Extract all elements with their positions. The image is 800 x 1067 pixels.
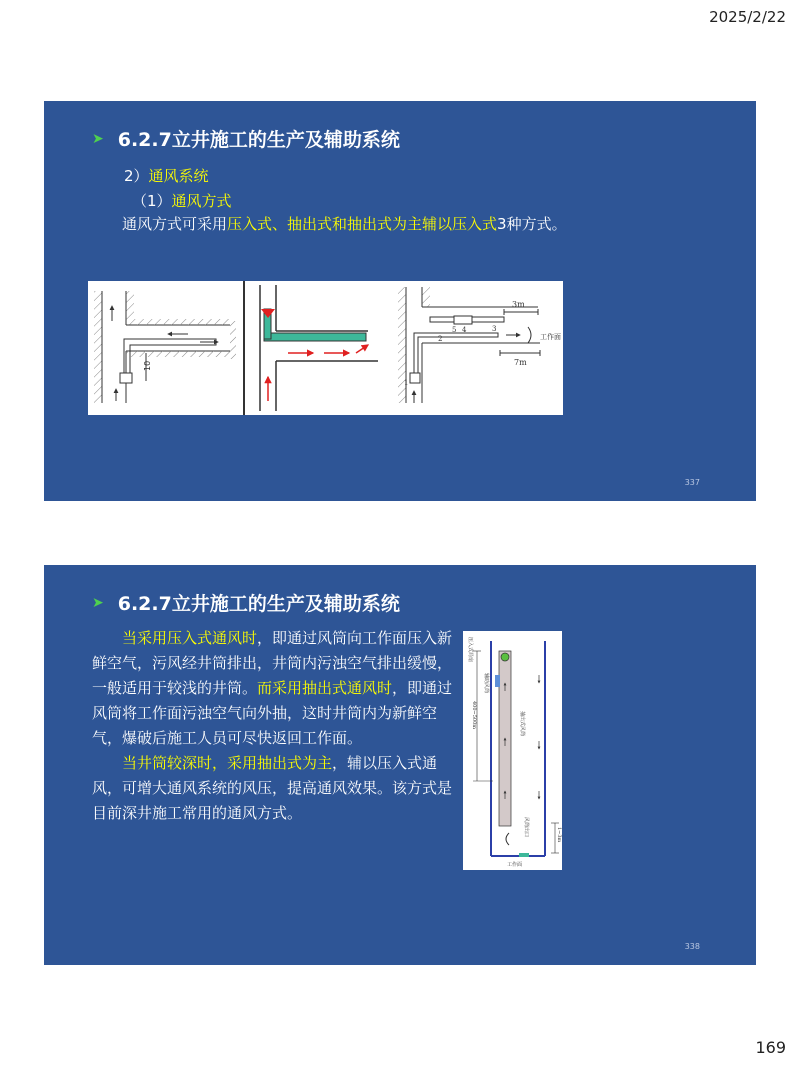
fig2-label-bottom: 工作面: [507, 862, 523, 868]
deep-shaft-ventilation-figure: [463, 631, 562, 870]
bullet-arrow-icon: ➤: [92, 130, 104, 147]
para-text-a: 通风方式可采用: [122, 215, 228, 233]
fig1-label-5: 5: [452, 326, 457, 334]
fig1-label-10: 10: [143, 360, 152, 371]
slide-337: [44, 101, 756, 501]
slide-title: [92, 589, 400, 616]
section-heading-highlight: 通风系统: [148, 167, 209, 185]
ventilation-methods-paragraph: [92, 212, 572, 237]
fig1-label-1: 1: [404, 379, 409, 387]
ventilation-description: [92, 626, 455, 826]
section-heading: [124, 164, 209, 189]
fig1-label-3m: 3m: [512, 300, 525, 309]
fig2-label-top: 压入式局扇: [467, 637, 473, 663]
slide-title: [92, 125, 400, 152]
ventilation-methods-figure: [88, 281, 563, 415]
slide-title-text: 6.2.7立井施工的生产及辅助系统: [117, 593, 400, 615]
subsection-number: （1）: [132, 192, 172, 210]
fig1-label-3: 3: [492, 325, 497, 333]
para-highlight: 压入式、抽出式和抽出式为主辅以压入式: [227, 215, 498, 233]
subsection-heading: [132, 189, 232, 214]
combined-ventilation-panel: [398, 287, 561, 403]
ventilation-diagram: [88, 281, 563, 415]
fig2-label-mid: 抽出式风筒: [519, 711, 525, 737]
fig1-label-4: 4: [462, 326, 467, 334]
para-text-b: 3种方式。: [497, 215, 567, 233]
fig2-label-bottom-right: 1~3m: [556, 827, 562, 843]
para1-highlight-2: 而采用抽出式通风时: [257, 679, 393, 697]
para2-text: ，辅以压入式通风，可增大通风系统的风压，提高通风效果。该方式是目前深井施工常用的通风方式。: [92, 754, 453, 822]
page-number: 169: [755, 1038, 786, 1057]
slide-number: 337: [684, 478, 700, 487]
fig2-label-bottom-mid: 风筒出口: [523, 817, 529, 838]
shaft-diagram: [463, 631, 562, 870]
subsection-heading-highlight: 通风方式: [171, 192, 232, 210]
fig1-label-workface: 工作面: [540, 333, 561, 341]
para1-text-a: ，即通过风筒向工作面压入新鲜空气，污风经井筒排出，井筒内污浊空气排出缓慢，一般适用于较浅的井筒。: [92, 629, 453, 697]
para2-highlight: 当井筒较深时，采用抽出式为主: [122, 754, 333, 772]
exhaust-ventilation-panel: [260, 285, 378, 411]
fig2-label-left: 辅助风筒: [483, 673, 489, 694]
fig1-label-2: 2: [438, 335, 443, 343]
slide-number: 338: [684, 942, 700, 951]
slide-title-text: 6.2.7立井施工的生产及辅助系统: [117, 129, 400, 151]
section-number: 2）: [124, 167, 149, 185]
fig1-label-7m: 7m: [514, 358, 527, 367]
para1-highlight-1: 当采用压入式通风时: [122, 629, 258, 647]
forced-ventilation-panel: [94, 291, 236, 403]
slide-338: [44, 565, 756, 965]
page-date: 2025/2/22: [709, 8, 786, 26]
para1-text-b: ，即通过风筒将工作面污浊空气向外抽，这时井筒内为新鲜空气，爆破后施工人员可尽快返回工作面。: [92, 679, 453, 747]
bullet-arrow-icon: ➤: [92, 594, 104, 611]
fig2-label-depth: 400~500m: [471, 701, 477, 730]
